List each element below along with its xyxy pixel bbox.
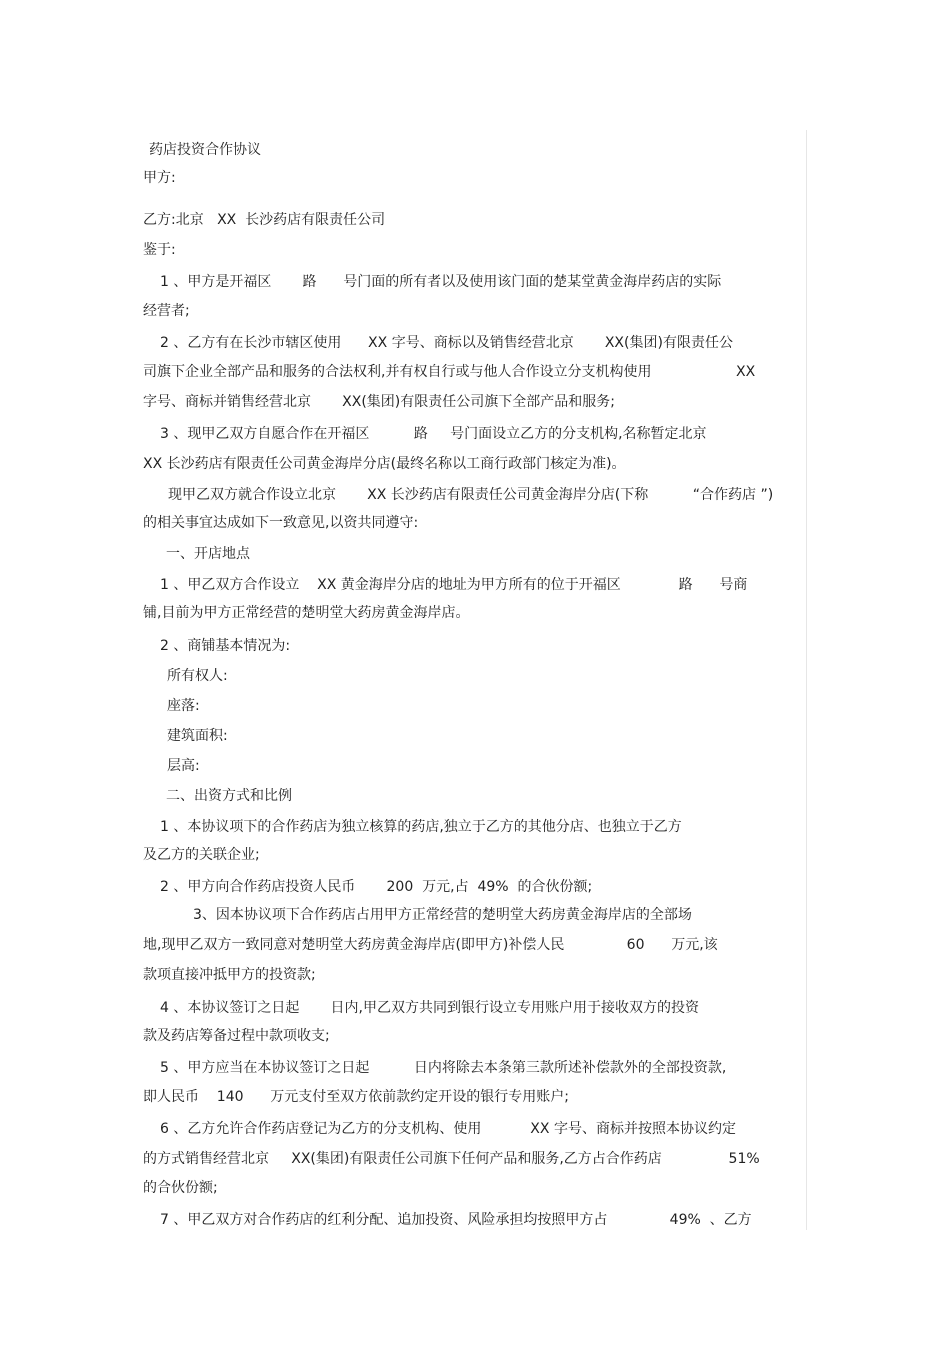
field-location: 座落:: [167, 698, 200, 714]
recital-3-line-1: 3 、现甲乙双方自愿合作在开福区 路 号门面设立乙方的分支机构,名称暂定北京: [160, 426, 707, 442]
recital-3-line-2: XX 长沙药店有限责任公司黄金海岸分店(最终名称以工商行政部门核定为准)。: [143, 456, 626, 472]
s2-item-5-line-2: 即人民币 140 万元支付至双方依前款约定开设的银行专用账户;: [143, 1089, 569, 1105]
party-b-line: 乙方:北京 XX 长沙药店有限责任公司: [143, 212, 386, 228]
page-margin-line: [806, 130, 807, 1230]
s2-item-6-line-1: 6 、乙方允许合作药店登记为乙方的分支机构、使用 XX 字号、商标并按照本协议约定: [160, 1121, 736, 1137]
s2-item-6-line-2: 的方式销售经营北京 XX(集团)有限责任公司旗下任何产品和服务,乙方占合作药店 51%: [143, 1151, 760, 1167]
recital-2-line-1: 2 、乙方有在长沙市辖区使用 XX 字号、商标以及销售经营北京 XX(集团)有限责任公: [160, 335, 733, 351]
s2-item-6-line-3: 的合伙份额;: [143, 1180, 218, 1196]
party-a-line: 甲方:: [143, 170, 176, 186]
s2-item-1-line-2: 及乙方的关联企业;: [143, 847, 260, 863]
section-1-heading: 一、开店地点: [166, 546, 250, 562]
recital-1-line-1: 1 、甲方是开福区 路 号门面的所有者以及使用该门面的楚某堂黄金海岸药店的实际: [160, 274, 722, 290]
s1-item-1-line-1: 1 、甲乙双方合作设立 XX 黄金海岸分店的地址为甲方所有的位于开福区 路 号商: [160, 577, 748, 593]
section-2-heading: 二、出资方式和比例: [166, 788, 292, 804]
s2-item-3-line-1: 3、因本协议项下合作药店占用甲方正常经营的楚明堂大药房黄金海岸店的全部场: [193, 907, 692, 923]
preamble-line-2: 的相关事宜达成如下一致意见,以资共同遵守:: [143, 515, 419, 531]
s2-item-3-line-3: 款项直接冲抵甲方的投资款;: [143, 967, 316, 983]
document-title: 药店投资合作协议: [149, 142, 261, 158]
s2-item-7-line-1: 7 、甲乙双方对合作药店的红利分配、追加投资、风险承担均按照甲方占 49% 、乙方: [160, 1212, 752, 1228]
s2-item-4-line-1: 4 、本协议签订之日起 日内,甲乙双方共同到银行设立专用账户用于接收双方的投资: [160, 1000, 699, 1016]
s2-item-4-line-2: 款及药店筹备过程中款项收支;: [143, 1028, 330, 1044]
s2-item-1-line-1: 1 、本协议项下的合作药店为独立核算的药店,独立于乙方的其他分店、也独立于乙方: [160, 819, 682, 835]
field-floor-height: 层高:: [167, 758, 200, 774]
whereas-line: 鉴于:: [143, 242, 176, 258]
preamble-line-1: 现甲乙双方就合作设立北京 XX 长沙药店有限责任公司黄金海岸分店(下称 “合作药店 ”): [168, 487, 774, 503]
s2-item-3-line-2: 地,现甲乙双方一致同意对楚明堂大药房黄金海岸店(即甲方)补偿人民 60 万元,该: [143, 937, 718, 953]
recital-2-line-3: 字号、商标并销售经营北京 XX(集团)有限责任公司旗下全部产品和服务;: [143, 394, 615, 410]
field-owner: 所有权人:: [167, 668, 228, 684]
recital-2-line-2: 司旗下企业全部产品和服务的合法权利,并有权自行或与他人合作设立分支机构使用 XX: [143, 364, 756, 380]
s2-item-2: 2 、甲方向合作药店投资人民币 200 万元,占 49% 的合伙份额;: [160, 879, 593, 895]
recital-1-line-2: 经营者;: [143, 303, 190, 319]
field-floor-area: 建筑面积:: [167, 728, 228, 744]
s1-item-2: 2 、商铺基本情况为:: [160, 638, 291, 654]
s2-item-5-line-1: 5 、甲方应当在本协议签订之日起 日内将除去本条第三款所述补偿款外的全部投资款,: [160, 1060, 727, 1076]
s1-item-1-line-2: 铺,目前为甲方正常经营的楚明堂大药房黄金海岸店。: [143, 605, 470, 621]
